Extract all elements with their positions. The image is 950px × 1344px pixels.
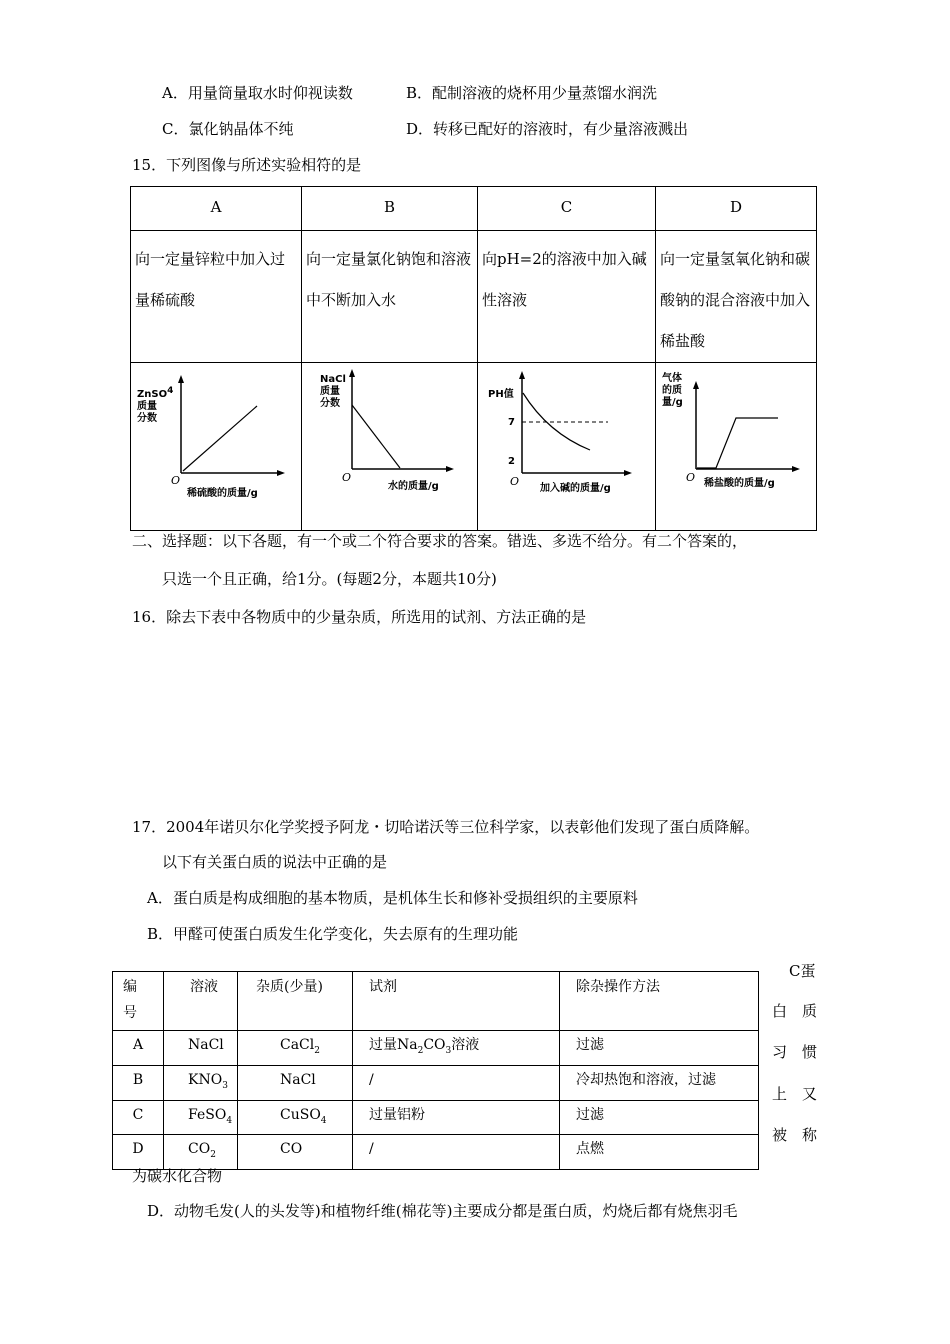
q16-header-method: 除杂操作方法 <box>560 972 759 1031</box>
graph-c-tick-2: 2 <box>508 456 515 467</box>
q15-header-b: B <box>302 187 478 231</box>
section2-line2: 只选一个且正确，给1分。(每题2分，本题共10分) <box>162 570 497 588</box>
q16-header-solution: 溶液 <box>164 972 238 1031</box>
q17-option-b: B．甲醛可使蛋白质发生化学变化，失去原有的生理功能 <box>147 925 519 943</box>
graph-a-line <box>183 406 257 471</box>
q16-row-a-impurity: CaCl$_2$ <box>238 1031 353 1066</box>
q15-stem: 15．下列图像与所述实验相符的是 <box>132 156 362 174</box>
graph-b-xlabel: 水的质量/g <box>388 481 439 492</box>
q17-line1: 17．2004年诺贝尔化学奖授予阿龙・切哈诺沃等三位科学家，以表彰他们发现了蛋白质降解。 <box>132 818 760 836</box>
q16-stem: 16．除去下表中各物质中的少量杂质，所选用的试剂、方法正确的是 <box>132 608 587 626</box>
q17-option-c-continuation: 为碳水化合物 <box>132 1167 223 1185</box>
graph-d-origin: O <box>686 471 696 484</box>
q15-graph-cell-a <box>131 363 302 531</box>
q16-row-a-method: 过滤 <box>560 1031 759 1066</box>
q17-line2: 以下有关蛋白质的说法中正确的是 <box>162 853 388 871</box>
q17-option-c-part3: 质 <box>802 1002 818 1020</box>
q16-row-a-id: A <box>113 1031 164 1066</box>
q15-graph-cell-b <box>302 363 478 531</box>
q16-row-d-id: D <box>113 1135 164 1170</box>
q16-row-d-method: 点燃 <box>560 1135 759 1170</box>
q16-row-d-impurity: CO <box>238 1135 353 1170</box>
q16-row-c-solution: FeSO$_4$ <box>164 1100 238 1135</box>
graph-b <box>302 363 478 531</box>
graph-a <box>131 363 302 531</box>
table-row <box>113 1065 759 1100</box>
q15-graph-cell-c <box>478 363 656 531</box>
graph-b-ylabel2: 质量 <box>320 386 340 397</box>
q14-option-c: C．氯化钠晶体不纯 <box>162 120 294 138</box>
graph-d-ylabel3: 量/g <box>662 397 683 408</box>
graph-b-ylabel3: 分数 <box>320 398 340 409</box>
q17-option-d: D．动物毛发(人的头发等)和植物纤维(棉花等)主要成分都是蛋白质，灼烧后都有烧焦羽毛 <box>147 1202 738 1220</box>
q15-desc-c: 向pH=2的溶液中加入碱性溶液 <box>482 250 647 309</box>
graph-a-ylabel2: 质量 <box>137 401 157 412</box>
q15-table <box>130 186 817 531</box>
q15-header-a: A <box>131 187 302 231</box>
graph-c-origin: O <box>510 475 520 488</box>
q16-header-number-1: 编 <box>123 979 137 995</box>
q16-row-b-id: B <box>113 1065 164 1100</box>
q17-option-c-part2: 白 <box>772 1002 788 1020</box>
table-row <box>113 1100 759 1135</box>
graph-c-tick-7: 7 <box>508 417 515 428</box>
q14-option-d: D．转移已配好的溶液时，有少量溶液溅出 <box>406 120 689 138</box>
q16-row-d-reagent: / <box>353 1135 560 1170</box>
q16-row-a-solution: NaCl <box>164 1031 238 1066</box>
q17-option-c-part4: 习 <box>772 1043 788 1061</box>
graph-a-xlabel: 稀硫酸的质量/g <box>187 488 258 499</box>
q16-row-a-reagent: 过量$Na_2CO_3$溶液 <box>353 1031 560 1066</box>
q17-option-c-part9: 称 <box>802 1126 818 1144</box>
q16-header-number-2: 号 <box>123 1005 137 1021</box>
graph-a-origin: O <box>171 474 181 487</box>
q17-option-a: A．蛋白质是构成细胞的基本物质，是机体生长和修补受损组织的主要原料 <box>147 889 638 907</box>
graph-d-ylabel1: 气体 <box>662 373 682 384</box>
q15-desc-a: 向一定量锌粒中加入过量稀硫酸 <box>135 250 286 309</box>
q17-option-c-part7: 又 <box>802 1085 818 1103</box>
q15-desc-d: 向一定量氢氧化钠和碳酸钠的混合溶液中加入稀盐酸 <box>660 250 811 350</box>
graph-b-ylabel1: NaCl <box>320 374 346 385</box>
graph-b-line <box>352 405 400 468</box>
q17-option-c-part5: 惯 <box>802 1043 818 1061</box>
graph-d-ylabel2: 的质 <box>662 385 682 396</box>
graph-c <box>478 363 656 531</box>
q16-row-b-impurity: NaCl <box>238 1065 353 1100</box>
q17-option-c-part1: C蛋 <box>789 962 816 980</box>
graph-c-xlabel: 加入碱的质量/g <box>540 483 611 494</box>
q16-header-reagent: 试剂 <box>353 972 560 1031</box>
q16-row-c-impurity: CuSO$_4$ <box>238 1100 353 1135</box>
q16-row-c-reagent: 过量铝粉 <box>353 1100 560 1135</box>
q15-desc-b: 向一定量氯化钠饱和溶液中不断加入水 <box>306 250 472 309</box>
q16-row-d-solution: $CO_2$ <box>164 1135 238 1170</box>
table-row <box>113 1031 759 1066</box>
graph-d-line <box>697 418 778 468</box>
q16-header-impurity: 杂质(少量) <box>238 972 353 1031</box>
graph-a-ylabel3: 分数 <box>137 413 157 424</box>
q16-row-b-method: 冷却热饱和溶液，过滤 <box>560 1065 759 1100</box>
q15-graph-cell-d <box>656 363 817 531</box>
graph-d-xlabel: 稀盐酸的质量/g <box>704 478 775 489</box>
q17-option-c-part8: 被 <box>772 1126 788 1144</box>
q14-option-b: B．配制溶液的烧杯用少量蒸馏水润洗 <box>406 84 658 102</box>
q16-row-c-id: C <box>113 1100 164 1135</box>
section2-line1: 二、选择题：以下各题，有一个或二个符合要求的答案。错选、多选不给分。有二个答案的， <box>132 532 748 550</box>
graph-a-ylabel1: ZnSO4 <box>137 386 174 400</box>
q15-header-c: C <box>478 187 656 231</box>
q16-row-b-solution: $KNO_3$ <box>164 1065 238 1100</box>
graph-d <box>656 363 817 531</box>
q15-header-d: D <box>656 187 817 231</box>
q17-option-c-part6: 上 <box>772 1085 788 1103</box>
q16-row-b-reagent: / <box>353 1065 560 1100</box>
q14-option-a: A．用量筒量取水时仰视读数 <box>162 84 353 102</box>
q16-row-c-method: 过滤 <box>560 1100 759 1135</box>
graph-c-ylabel: PH值 <box>488 389 514 400</box>
graph-b-origin: O <box>342 471 352 484</box>
q16-table <box>112 971 759 1170</box>
